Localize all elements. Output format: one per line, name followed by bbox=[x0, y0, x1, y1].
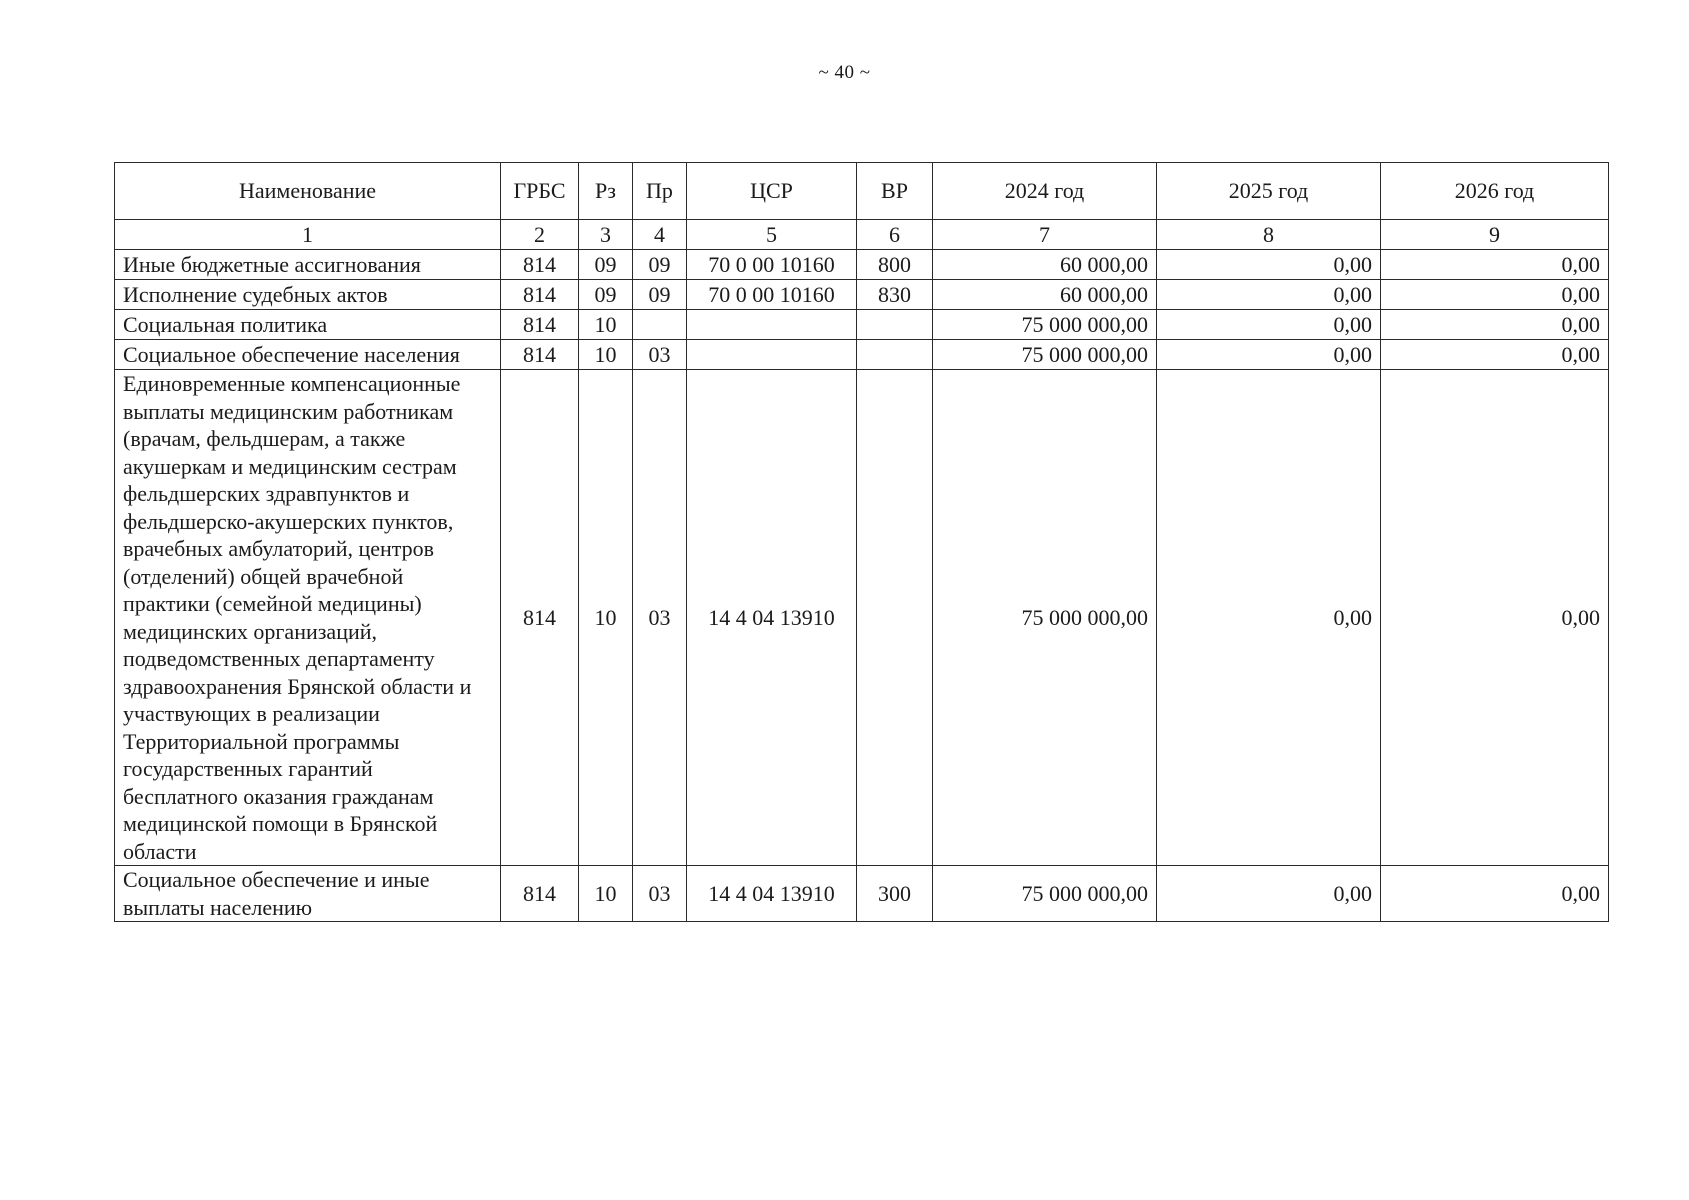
cell-vr: 800 bbox=[857, 250, 933, 280]
cell-rz: 10 bbox=[579, 310, 633, 340]
cell-rz: 10 bbox=[579, 340, 633, 370]
cell-rz: 09 bbox=[579, 280, 633, 310]
cell-2026: 0,00 bbox=[1381, 310, 1609, 340]
cell-csr bbox=[687, 340, 857, 370]
cell-2025: 0,00 bbox=[1157, 280, 1381, 310]
cell-2024: 75 000 000,00 bbox=[933, 866, 1157, 922]
cell-name: Исполнение судебных актов bbox=[115, 280, 501, 310]
header-2026: 2026 год bbox=[1381, 163, 1609, 220]
cell-csr: 70 0 00 10160 bbox=[687, 280, 857, 310]
column-number: 4 bbox=[633, 220, 687, 250]
table-row bbox=[115, 370, 1609, 866]
cell-vr bbox=[857, 370, 933, 866]
column-number-row bbox=[115, 220, 1609, 250]
cell-2025: 0,00 bbox=[1157, 250, 1381, 280]
cell-pr: 03 bbox=[633, 340, 687, 370]
column-number: 8 bbox=[1157, 220, 1381, 250]
cell-2024: 60 000,00 bbox=[933, 250, 1157, 280]
cell-2026: 0,00 bbox=[1381, 280, 1609, 310]
budget-table bbox=[114, 162, 1609, 922]
cell-csr bbox=[687, 310, 857, 340]
cell-2025: 0,00 bbox=[1157, 370, 1381, 866]
cell-2026: 0,00 bbox=[1381, 340, 1609, 370]
cell-pr bbox=[633, 310, 687, 340]
header-csr: ЦСР bbox=[687, 163, 857, 220]
column-number: 6 bbox=[857, 220, 933, 250]
table-row bbox=[115, 310, 1609, 340]
cell-csr: 70 0 00 10160 bbox=[687, 250, 857, 280]
table-body bbox=[115, 250, 1609, 922]
table-row bbox=[115, 340, 1609, 370]
header-rz: Рз bbox=[579, 163, 633, 220]
cell-name: Социальная политика bbox=[115, 310, 501, 340]
cell-name: Социальное обеспечение и иные выплаты населению bbox=[115, 866, 501, 922]
cell-pr: 09 bbox=[633, 250, 687, 280]
cell-2024: 60 000,00 bbox=[933, 280, 1157, 310]
cell-2024: 75 000 000,00 bbox=[933, 310, 1157, 340]
cell-rz: 10 bbox=[579, 370, 633, 866]
cell-rz: 09 bbox=[579, 250, 633, 280]
cell-grbs: 814 bbox=[501, 370, 579, 866]
cell-grbs: 814 bbox=[501, 866, 579, 922]
column-number: 7 bbox=[933, 220, 1157, 250]
header-row bbox=[115, 163, 1609, 220]
cell-grbs: 814 bbox=[501, 280, 579, 310]
header-name: Наименование bbox=[115, 163, 501, 220]
cell-2025: 0,00 bbox=[1157, 310, 1381, 340]
cell-2026: 0,00 bbox=[1381, 370, 1609, 866]
cell-name: Единовременные компенсационные выплаты медицинским работникам (врачам, фельдшерам, а также акушеркам и медицинским сестрам фельдшерских здравпунктов и фельдшерско-акушерских пунктов, врачебных амбулаторий, центров (отделений) общей врачебной практики (семейной медицины) медицинских организаций, подведомственных департаменту здравоохранения Брянской области и участвующих в реализации Территориальной программы государственных гарантий бесплатного оказания гражданам медицинской помощи в Брянской области bbox=[115, 370, 501, 866]
header-2025: 2025 год bbox=[1157, 163, 1381, 220]
cell-vr: 830 bbox=[857, 280, 933, 310]
column-number: 3 bbox=[579, 220, 633, 250]
cell-grbs: 814 bbox=[501, 310, 579, 340]
header-vr: ВР bbox=[857, 163, 933, 220]
cell-2024: 75 000 000,00 bbox=[933, 370, 1157, 866]
cell-name: Иные бюджетные ассигнования bbox=[115, 250, 501, 280]
cell-rz: 10 bbox=[579, 866, 633, 922]
cell-vr: 300 bbox=[857, 866, 933, 922]
cell-grbs: 814 bbox=[501, 340, 579, 370]
cell-2026: 0,00 bbox=[1381, 866, 1609, 922]
table-row bbox=[115, 866, 1609, 922]
header-2024: 2024 год bbox=[933, 163, 1157, 220]
cell-2025: 0,00 bbox=[1157, 866, 1381, 922]
page-number: ~ 40 ~ bbox=[818, 62, 871, 83]
cell-pr: 03 bbox=[633, 866, 687, 922]
cell-pr: 03 bbox=[633, 370, 687, 866]
column-number: 9 bbox=[1381, 220, 1609, 250]
cell-csr: 14 4 04 13910 bbox=[687, 370, 857, 866]
cell-2025: 0,00 bbox=[1157, 340, 1381, 370]
table-row bbox=[115, 250, 1609, 280]
cell-grbs: 814 bbox=[501, 250, 579, 280]
header-pr: Пр bbox=[633, 163, 687, 220]
cell-pr: 09 bbox=[633, 280, 687, 310]
cell-vr bbox=[857, 310, 933, 340]
cell-vr bbox=[857, 340, 933, 370]
column-number: 1 bbox=[115, 220, 501, 250]
column-number: 5 bbox=[687, 220, 857, 250]
cell-name: Социальное обеспечение населения bbox=[115, 340, 501, 370]
table-row bbox=[115, 280, 1609, 310]
cell-2026: 0,00 bbox=[1381, 250, 1609, 280]
table-header bbox=[115, 163, 1609, 250]
cell-2024: 75 000 000,00 bbox=[933, 340, 1157, 370]
header-grbs: ГРБС bbox=[501, 163, 579, 220]
cell-csr: 14 4 04 13910 bbox=[687, 866, 857, 922]
column-number: 2 bbox=[501, 220, 579, 250]
